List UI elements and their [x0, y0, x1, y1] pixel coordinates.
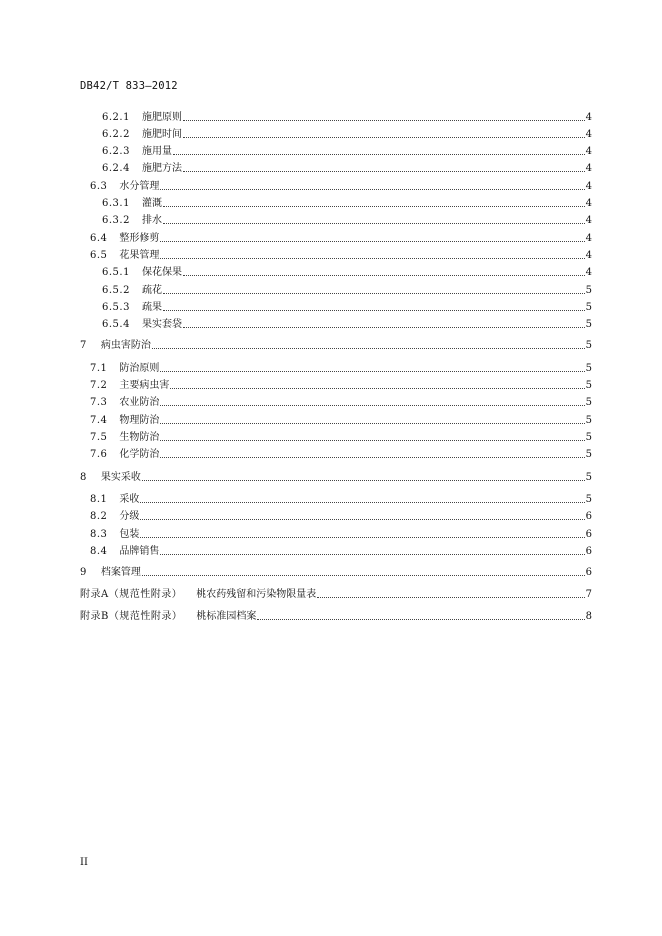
toc-dot-leader — [160, 554, 584, 555]
toc-entry-number: 8.2 — [90, 511, 108, 522]
toc-entry-number: 8.4 — [90, 546, 108, 557]
toc-entry-page: 4 — [585, 146, 592, 157]
toc-dot-leader — [152, 348, 585, 349]
toc-entry[interactable] — [80, 410, 592, 427]
toc-entry-page: 5 — [585, 319, 592, 330]
toc-entry-page: 6 — [585, 546, 592, 557]
toc-dot-leader — [160, 241, 584, 242]
toc-entry-number: 7.5 — [90, 432, 108, 443]
toc-entry-page: 4 — [585, 267, 592, 278]
toc-entry[interactable] — [80, 262, 592, 279]
toc-entry-title: 施肥原则 — [141, 112, 182, 123]
toc-entry-number: 6.5 — [90, 250, 108, 261]
toc-entry-page: 5 — [585, 449, 592, 460]
toc-entry-number: 6.4 — [90, 233, 108, 244]
toc-entry-title: 果实采收 — [100, 472, 141, 483]
toc-entry-page: 5 — [585, 302, 592, 313]
toc-entry-page: 6 — [585, 567, 592, 578]
toc-entry[interactable] — [80, 280, 592, 297]
toc-entry-number: 7.1 — [90, 363, 108, 374]
toc-entry-title: 桃农药残留和污染物限量表 — [196, 589, 317, 600]
toc-dot-leader — [183, 120, 585, 121]
toc-dot-leader — [173, 154, 585, 155]
toc-entry-number: 7.3 — [90, 397, 108, 408]
toc-entry-page: 5 — [585, 380, 592, 391]
toc-dot-leader — [170, 388, 584, 389]
toc-entry-page: 6 — [585, 511, 592, 522]
document-id: DB42/T 833—2012 — [80, 80, 178, 92]
toc-dot-leader — [317, 597, 584, 598]
toc-entry-number: 6.5.3 — [102, 302, 130, 313]
toc-entry-title: 采收 — [119, 494, 140, 505]
toc-entry-title: 疏果 — [141, 302, 162, 313]
toc-entry-number: 7.6 — [90, 449, 108, 460]
toc-entry-page: 8 — [585, 611, 592, 622]
toc-entry-number: 7.4 — [90, 415, 108, 426]
toc-entry[interactable] — [80, 107, 592, 124]
toc-entry-title: 品牌销售 — [119, 546, 160, 557]
toc-dot-leader — [140, 502, 584, 503]
toc-entry[interactable] — [80, 245, 592, 262]
toc-dot-leader — [160, 258, 584, 259]
toc-entry[interactable] — [80, 375, 592, 392]
toc-entry-number: 6.3.2 — [102, 215, 130, 226]
toc-entry-title: 花果管理 — [119, 250, 160, 261]
toc-dot-leader — [160, 189, 584, 190]
toc-dot-leader — [142, 575, 585, 576]
toc-entry[interactable] — [80, 335, 592, 352]
toc-dot-leader — [142, 480, 585, 481]
toc-dot-leader — [140, 519, 584, 520]
toc-entry-number: 6.3 — [90, 181, 108, 192]
toc-entry-title: 桃标准园档案 — [196, 611, 257, 622]
toc-entry-title: 生物防治 — [119, 432, 160, 443]
toc-dot-leader — [183, 171, 585, 172]
toc-entry[interactable] — [80, 158, 592, 175]
toc-entry[interactable] — [80, 427, 592, 444]
toc-entry-title: 主要病虫害 — [119, 380, 170, 391]
toc-entry-title: 疏花 — [141, 285, 162, 296]
toc-entry-title: 包装 — [119, 529, 140, 540]
toc-entry-page: 7 — [585, 589, 592, 600]
toc-dot-leader — [163, 310, 585, 311]
toc-entry-number: 附录A（规范性附录） — [80, 589, 183, 600]
toc-entry[interactable] — [80, 228, 592, 245]
toc-entry[interactable] — [80, 489, 592, 506]
toc-entry[interactable] — [80, 193, 592, 210]
toc-entry-title: 整形修剪 — [119, 233, 160, 244]
toc-entry-title: 施肥时间 — [141, 129, 182, 140]
toc-entry[interactable] — [80, 524, 592, 541]
toc-dot-leader — [257, 619, 584, 620]
toc-entry-number: 8 — [80, 472, 87, 483]
toc-entry-page: 4 — [585, 181, 592, 192]
toc-entry-number: 6.2.3 — [102, 146, 130, 157]
toc-entry[interactable] — [80, 467, 592, 484]
toc-dot-leader — [160, 457, 584, 458]
toc-entry-page: 4 — [585, 129, 592, 140]
toc-entry-page: 4 — [585, 215, 592, 226]
toc-entry-number: 7 — [80, 340, 87, 351]
toc-entry[interactable] — [80, 584, 592, 601]
toc-entry-title: 物理防治 — [119, 415, 160, 426]
toc-dot-leader — [183, 137, 585, 138]
toc-entry-page: 4 — [585, 233, 592, 244]
toc-entry-number: 6.5.4 — [102, 319, 130, 330]
toc-entry-number: 6.5.1 — [102, 267, 130, 278]
toc-entry-page: 5 — [585, 397, 592, 408]
toc-entry-page: 5 — [585, 363, 592, 374]
toc-entry-page: 6 — [585, 529, 592, 540]
toc-entry-title: 施用量 — [141, 146, 172, 157]
toc-entry[interactable] — [80, 562, 592, 579]
toc-entry-number: 6.3.1 — [102, 198, 130, 209]
toc-dot-leader — [140, 537, 584, 538]
toc-entry-title: 保花保果 — [141, 267, 182, 278]
toc-entry-page: 4 — [585, 112, 592, 123]
toc-entry-title: 分级 — [119, 511, 140, 522]
toc-entry[interactable] — [80, 358, 592, 375]
toc-entry-page: 5 — [585, 285, 592, 296]
toc-entry-number: 6.2.1 — [102, 112, 130, 123]
toc-dot-leader — [183, 327, 585, 328]
toc-entry-title: 排水 — [141, 215, 162, 226]
toc-entry-page: 5 — [585, 340, 592, 351]
toc-entry[interactable] — [80, 297, 592, 314]
toc-entry-title: 档案管理 — [100, 567, 141, 578]
toc-entry[interactable] — [80, 606, 592, 623]
toc-entry[interactable] — [80, 314, 592, 331]
toc-entry-page: 4 — [585, 250, 592, 261]
toc-entry[interactable] — [80, 176, 592, 193]
toc-dot-leader — [160, 440, 584, 441]
toc-entry[interactable] — [80, 444, 592, 461]
toc-entry-number: 8.1 — [90, 494, 108, 505]
toc-dot-leader — [163, 293, 585, 294]
toc-entry[interactable] — [80, 141, 592, 158]
toc-entry-number: 8.3 — [90, 529, 108, 540]
toc-entry-title: 灌溉 — [141, 198, 162, 209]
toc-entry[interactable] — [80, 124, 592, 141]
toc-entry-page: 5 — [585, 472, 592, 483]
toc-entry-title: 水分管理 — [119, 181, 160, 192]
toc-entry-number: 6.2.2 — [102, 129, 130, 140]
toc-entry-page: 5 — [585, 494, 592, 505]
toc-entry-page: 4 — [585, 198, 592, 209]
toc-entry-page: 5 — [585, 432, 592, 443]
toc-entry-title: 防治原则 — [119, 363, 160, 374]
toc-dot-leader — [163, 206, 585, 207]
toc-entry-number: 7.2 — [90, 380, 108, 391]
toc-entry-title: 施肥方法 — [141, 163, 182, 174]
toc-entry-number: 6.2.4 — [102, 163, 130, 174]
toc-entry-title: 病虫害防治 — [100, 340, 151, 351]
toc-dot-leader — [183, 275, 585, 276]
toc-dot-leader — [160, 371, 584, 372]
toc-entry-number: 9 — [80, 567, 87, 578]
toc-dot-leader — [163, 223, 585, 224]
toc-dot-leader — [160, 423, 584, 424]
toc-entry-title: 农业防治 — [119, 397, 160, 408]
toc-entry-title: 果实套袋 — [141, 319, 182, 330]
toc-entry-number: 附录B（规范性附录） — [80, 611, 183, 622]
toc-entry[interactable] — [80, 541, 592, 558]
toc-entry-title: 化学防治 — [119, 449, 160, 460]
toc-entry[interactable] — [80, 210, 592, 227]
toc-entry[interactable] — [80, 392, 592, 409]
page-number: II — [80, 857, 88, 868]
toc-entry-page: 4 — [585, 163, 592, 174]
toc-entry[interactable] — [80, 506, 592, 523]
toc-dot-leader — [160, 405, 584, 406]
toc-entry-number: 6.5.2 — [102, 285, 130, 296]
toc-entry-page: 5 — [585, 415, 592, 426]
